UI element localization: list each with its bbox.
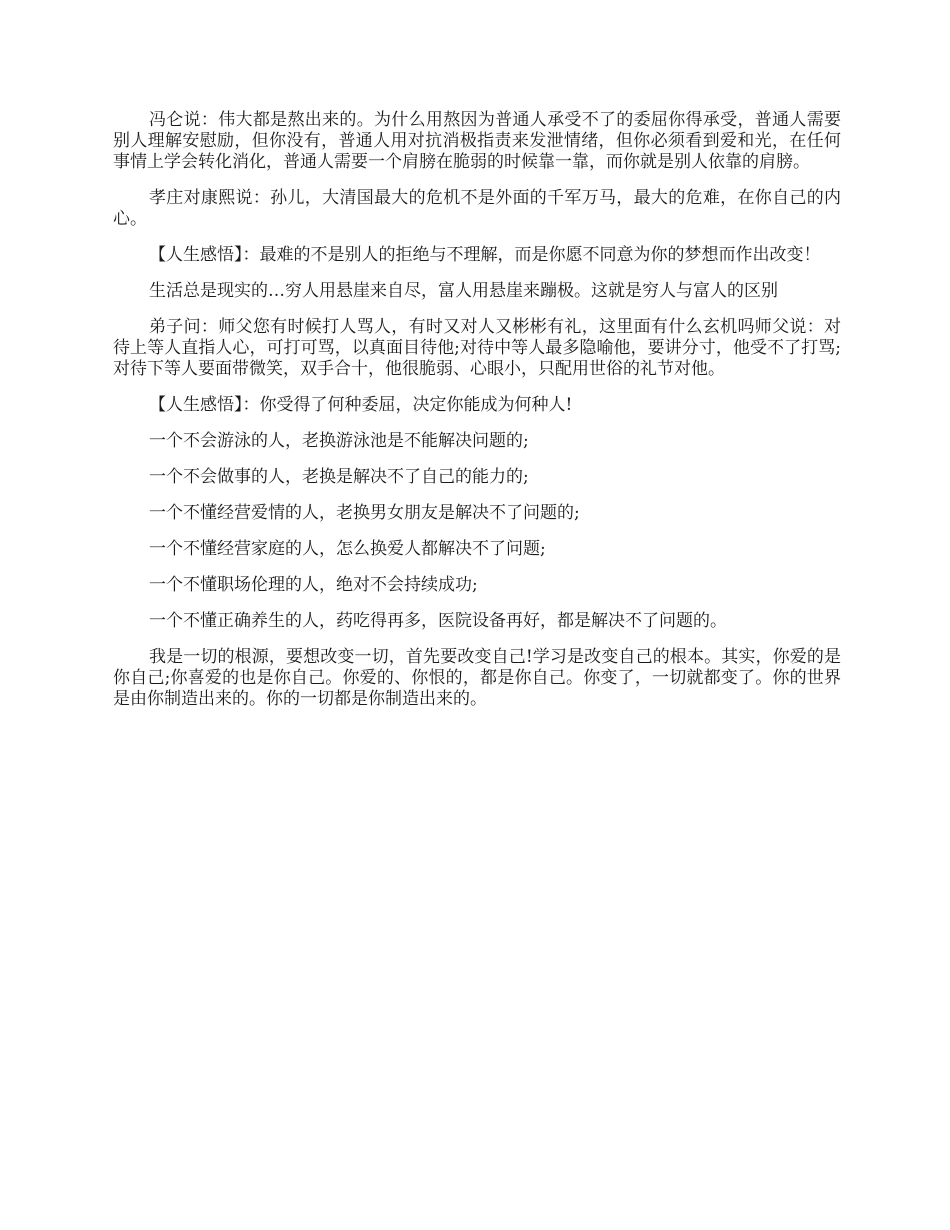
- document-body: [113, 110, 841, 725]
- paragraph-work: 一个不会做事的人，老换是解决不了自己的能力的;: [149, 467, 529, 487]
- paragraph-swimming: 一个不会游泳的人，老换游泳池是不能解决问题的;: [149, 431, 529, 451]
- paragraph-life-insight-2: 【人生感悟】：你受得了何种委屈，决定你能成为何种人!: [149, 395, 573, 415]
- paragraph-love: 一个不懂经营爱情的人，老换男女朋友是解决不了问题的;: [149, 503, 580, 523]
- paragraph-disciple-question: 弟子问：师父您有时候打人骂人，有时又对人又彬彬有礼，这里面有什么玄机吗师父说：对待上等人直指人心，可打可骂，以真面目待他;对待中等人最多隐喻他，要讲分寸，他受不了打骂;对待下等人要面带微笑，双手合十，他很脆弱、心眼小，只配用世俗的礼节对他。: [113, 317, 841, 379]
- paragraph-feng-lun-quote: 冯仑说：伟大都是熬出来的。为什么用熬因为普通人承受不了的委屈你得承受，普通人需要别人理解安慰励，但你没有，普通人用对抗消极指责来发泄情绪，但你必须看到爱和光，在任何事情上学会转化消化，普通人需要一个肩膀在脆弱的时候靠一靠，而你就是别人依靠的肩膀。: [113, 110, 841, 172]
- paragraph-workplace: 一个不懂职场伦理的人，绝对不会持续成功;: [149, 575, 478, 595]
- paragraph-xiaozhuang-quote: 孝庄对康熙说：孙儿，大清国最大的危机不是外面的千军万马，最大的危难，在你自己的内心。: [113, 188, 841, 229]
- paragraph-poor-rich: 生活总是现实的…穷人用悬崖来自尽，富人用悬崖来蹦极。这就是穷人与富人的区别: [149, 281, 778, 301]
- paragraph-self-root: 我是一切的根源，要想改变一切，首先要改变自己!学习是改变自己的根本。其实，你爱的是你自己;你喜爱的也是你自己。你爱的、你恨的，都是你自己。你变了，一切就都变了。你的世界是由你制造出来的。你的一切都是你制造出来的。: [113, 647, 841, 709]
- paragraph-family: 一个不懂经营家庭的人，怎么换爱人都解决不了问题;: [149, 539, 546, 559]
- paragraph-health: 一个不懂正确养生的人，药吃得再多，医院设备再好，都是解决不了问题的。: [149, 611, 727, 631]
- paragraph-life-insight-1: 【人生感悟】：最难的不是别人的拒绝与不理解，而是你愿不同意为你的梦想而作出改变！: [149, 245, 821, 265]
